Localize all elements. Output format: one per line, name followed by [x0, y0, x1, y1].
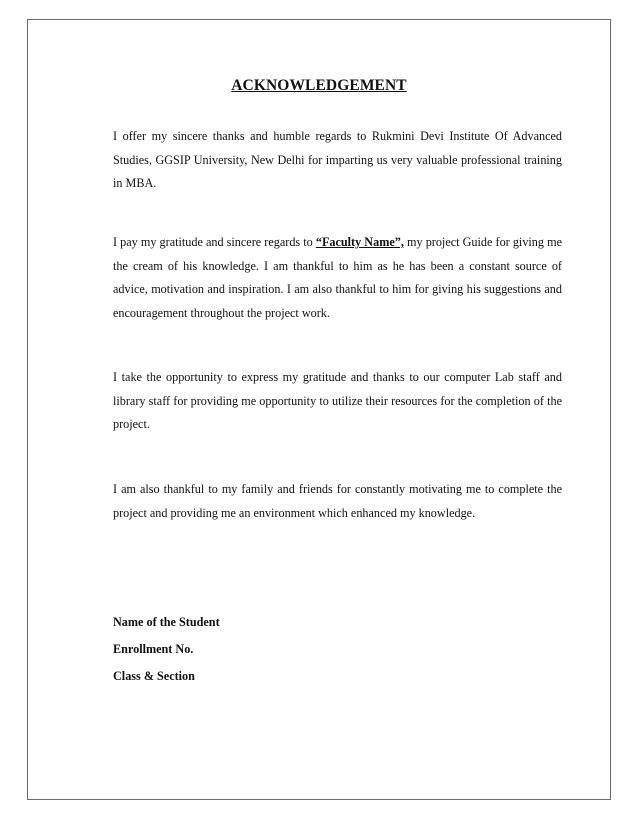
paragraph-lab-staff: I take the opportunity to express my gratitude and thanks to our computer Lab staff and library staff for providing me opportunity to utilize their resources for the completion of the project. — [113, 370, 562, 431]
faculty-name: “Faculty Name”, — [315, 235, 404, 249]
paragraph-guide-start: I pay my gratitude and sincere regards to — [113, 235, 316, 249]
class-section-label: Class & Section — [113, 669, 195, 683]
paragraph-guide-end: my project Guide for giving me the cream of his knowledge. I am thankful to him as he has been a constant source of advice, motivation and inspiration. I am also thankful to him for giving his suggestions and encouragement throughout the project work. — [113, 235, 562, 320]
paragraph-guide — [113, 231, 562, 325]
page-title: ACKNOWLEDGEMENT — [231, 77, 407, 94]
paragraph-family: I am also thankful to my family and friends for constantly motivating me to complete the project and providing me an environment which enhanced my knowledge. — [113, 482, 562, 520]
student-name-label: Name of the Student — [113, 615, 220, 629]
enrollment-label: Enrollment No. — [113, 642, 194, 656]
paragraph-thanks-institute: I offer my sincere thanks and humble regards to Rukmini Devi Institute Of Advanced Studies, GGSIP University, New Delhi for imparting us very valuable professional training in MBA. — [113, 129, 562, 190]
